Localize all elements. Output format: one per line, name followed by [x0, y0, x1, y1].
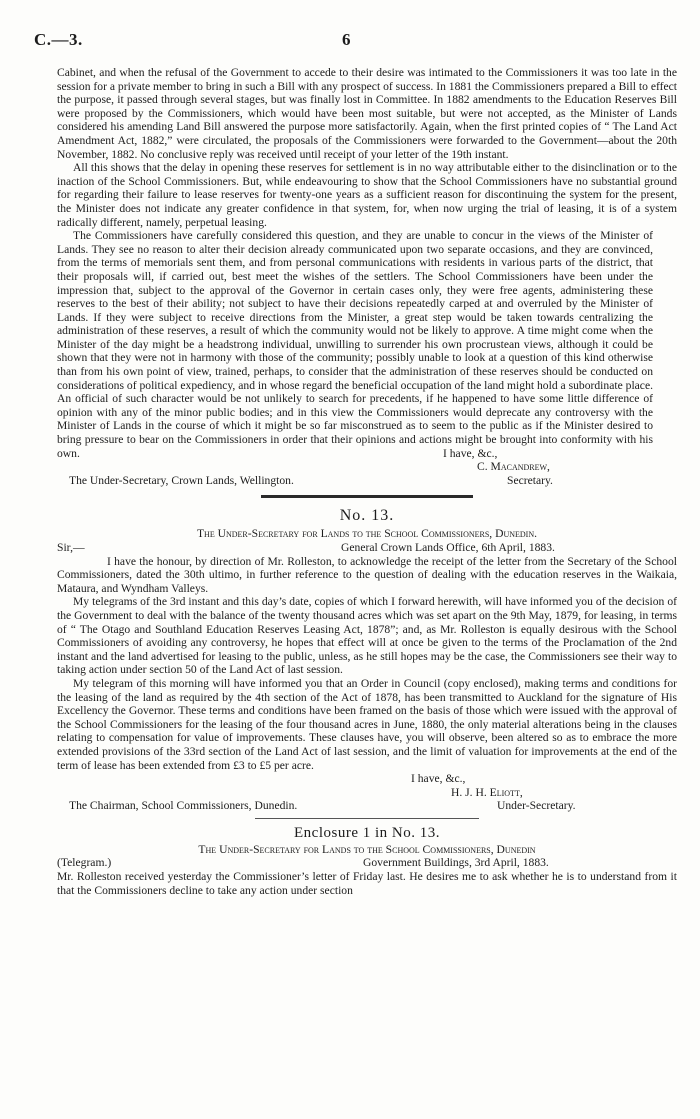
- signature-line: [57, 460, 677, 474]
- closing: I have, &c.,: [411, 772, 466, 786]
- telegram-note: (Telegram.): [57, 856, 112, 870]
- document-body: [57, 66, 677, 897]
- signer-name: C. Macandrew,: [477, 460, 550, 474]
- signer-name: H. J. H. Eliott,: [451, 785, 523, 799]
- paragraph: I have the honour, by direction of Mr. Rolleston, to acknowledge the receipt of the letter from the Secretary of the School Commissioners, dated the 30th ultimo, in further reference to the question of dealing with the education reserves in the Waikaia, Mataura, and Wyndham Valleys.: [57, 554, 677, 595]
- addressee: The Chairman, School Commissioners, Dunedin.: [69, 799, 298, 813]
- paragraph: All this shows that the delay in opening these reserves for settlement is in no way attributable either to the disinclination or to the inaction of the School Commissioners. But, while endeavouring to show that the School Commissioners have no substantial ground for regarding their failure to lease reserves for twenty-one years as a sufficient reason for discontinuing the system for the present, the Minister does not indicate any greater confidence in that system, for, when now urging the trial of leasing, it is of a system radically different, namely, perpetual leasing.: [57, 161, 677, 229]
- letter-subtitle: The Under-Secretary for Lands to the School Commissioners, Dunedin.: [196, 527, 538, 541]
- paragraph: My telegrams of the 3rd instant and this day’s date, copies of which I forward herewith, will have informed you of the decision of the Government to deal with the balance of the twenty thousand acres which was set apart on the 9th May, 1879, for leasing, in terms of “ The Otago and Southland Education Reserves Leasing Act, 1878”; and, as Mr. Rolleston is equally desirous with the School Commissioners of avoiding any controversy, he hopes that effect will at once be given to the terms of the Proclamation of the 2nd instant and the land advertised for leasing to the public, unless, as he still hopes may be the case, the Commissioners see their way to taking action under section 50 of the Land Act of last session.: [57, 595, 677, 677]
- enclosure-title: Enclosure 1 in No. 13.: [294, 824, 440, 841]
- enclosure-subtitle: The Under-Secretary for Lands to the School Commissioners, Dunedin: [198, 842, 536, 856]
- addressee: The Under-Secretary, Crown Lands, Wellington.: [69, 473, 294, 487]
- signer-title: Secretary.: [507, 473, 553, 487]
- section-divider: [57, 813, 677, 823]
- dateline: General Crown Lands Office, 6th April, 1883.: [341, 541, 555, 554]
- signature-line: [57, 786, 677, 800]
- closing: I have, &c.,: [443, 446, 498, 460]
- salutation-line: [57, 541, 677, 555]
- paragraph: Mr. Rolleston received yesterday the Commissioner’s letter of Friday last. He desires me to ask whether he is to understand from it that the Commissioners decline to take any action under section: [57, 870, 677, 897]
- paragraph: My telegram of this morning will have informed you that an Order in Council (copy enclosed), making terms and conditions for the leasing of the land as required by the 4th section of the Act of 1878, has been transmitted to Auckland for the signature of His Excellency the Governor. These terms and conditions have been framed on the basis of those which were issued with the approval of the School Commissioners for the leasing of the four thousand acres in June, 1880, the only material alterations being in the clauses relating to compensation for value of improvements. These clauses have, you will observe, been altered so as to embrace the more extended provisions of the 33rd section of the Land Act of last session, and the limit of valuation for improvements at the end of the term of lease has been extended from £3 to £5 per acre.: [57, 676, 677, 772]
- dateline: Government Buildings, 3rd April, 1883.: [363, 856, 549, 870]
- paragraph: Cabinet, and when the refusal of the Government to accede to their desire was intimated to the Commissioners it was too late in the session for a private member to bring in such a Bill with any prospect of success. In 1881 the Commissioners prepared a Bill to effect the purpose, it passed through several stages, but was finally lost in Committee. In 1882 amendments to the Education Reserves Bill were proposed by the Commissioners, which would have been most suitable, but were not accepted, as the Minister of Lands considered his amending Land Bill answered the purpose more satisfactorily. Again, when the first printed copies of “ The Land Act Amendment Act, 1882,” were circulated, the proposals of the Commissioners were forwarded to the Government—about the 20th November, 1882. No conclusive reply was received until receipt of your letter of the 19th instant.: [57, 66, 677, 161]
- salutation: Sir,—: [57, 541, 85, 554]
- letter-number-title: No. 13.: [339, 507, 395, 525]
- signature-line: [57, 799, 677, 813]
- page-header: [34, 30, 666, 52]
- page-number: 6: [342, 30, 351, 49]
- paragraph: The Commissioners have carefully considered this question, and they are unable to concur in the views of the Minister of Lands. They see no reason to alter their decision already communicated upon two separate occasions, and they are convinced, from the terms of memorials sent them, and from personal communications with residents in various parts of the district, that their proposals will, if carried out, best meet the wishes of the settlers. The School Commissioners have been under the impression that, subject to the approval of the Governor in certain cases only, they were free agents, administering these reserves to the best of their ability; not subject to have their decisions repeatedly carped at and overruled by the Minister of Lands. If they were subject to receive directions from the Minister, a great step would be taken towards centralizing the administration of these reserves, a result of which the community would not be likely to approve. A time might come when the Minister of the day might be a headstrong individual, unwilling to surrender his own procrustean views, although it could be shown that they were not in harmony with those of the community; possibly unable to look at a question of this kind otherwise than from his own point of view, trained, perhaps, to consider that the administration of these reserves should be conducted on considerations of political expediency, and in whose regard the beneficial occupation of the land might hold a subordinate place. An official of such character would be not unlikely to search for precedents, if he happened to have some little difference of opinion with any of the minor public bodies; and in this view the Commissioners would deprecate any controversy with the Minister of Lands in the course of which it might be so far misconstrued as to seem to the public as if the Minister desired to bring pressure to bear on the Commissioners in order that their opinions and actions might be brought into conformity with his own.: [57, 229, 653, 460]
- document-reference: C.—3.: [34, 30, 83, 49]
- signature-line: [57, 447, 677, 461]
- section-divider: [57, 487, 677, 505]
- signature-line: [57, 474, 677, 488]
- signature-line: [57, 772, 677, 786]
- signer-title: Under-Secretary.: [497, 799, 576, 813]
- telegram-line: [57, 856, 677, 870]
